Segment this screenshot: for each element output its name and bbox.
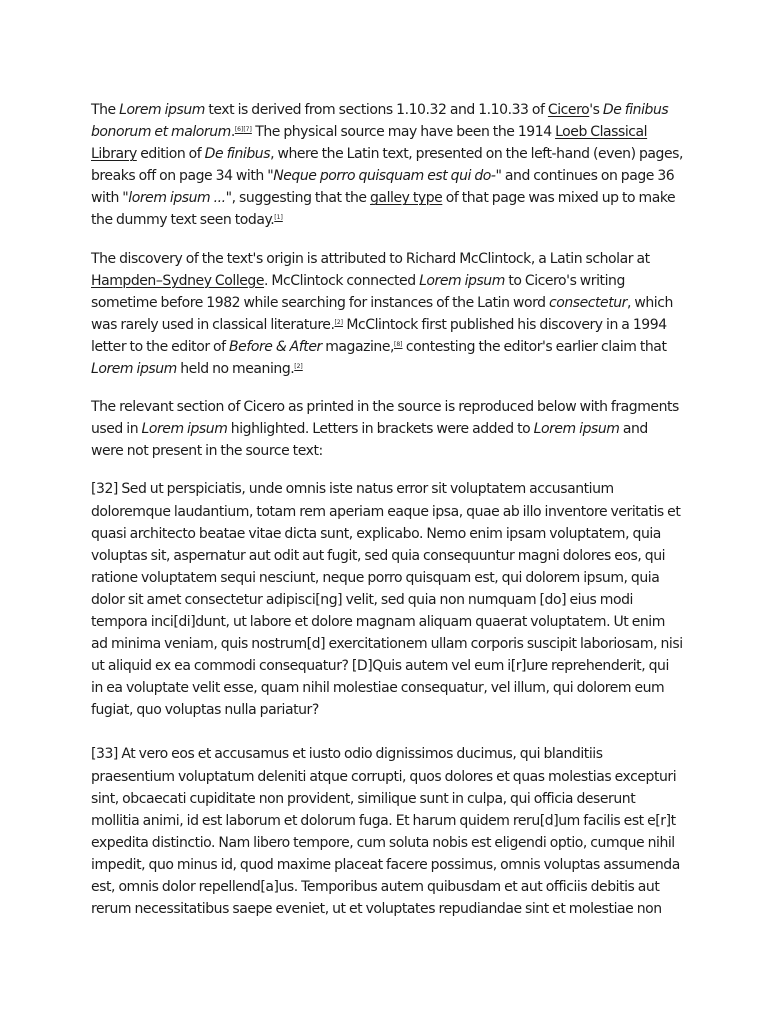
link-cicero[interactable]: Cicero — [547, 102, 590, 118]
article-body — [91, 99, 683, 986]
text-run-italic: Lorem ipsum — [141, 421, 228, 438]
text-run: The physical source may have been the 1914 — [251, 124, 556, 141]
citation-2[interactable] — [294, 363, 303, 370]
text-run-italic: De finibus bonorum et malorum — [91, 102, 669, 141]
citation-1[interactable] — [274, 214, 283, 221]
text-run: . McClintock connected — [264, 272, 420, 289]
text-run: The — [91, 102, 120, 118]
text-run: ", suggesting that the — [225, 190, 370, 207]
text-run: held no meaning. — [176, 361, 295, 378]
text-run-italic: Before & After — [229, 338, 322, 355]
citation-2-link[interactable]: [2] — [334, 318, 343, 326]
citation-1-link[interactable]: [1] — [274, 214, 283, 222]
text-run: text is derived from sections 1.10.32 and 1.10.33 of — [204, 102, 548, 118]
citation-8[interactable] — [394, 341, 403, 348]
text-run: magazine, — [321, 338, 395, 355]
text-run-italic: Neque porro quisquam est qui do- — [273, 168, 496, 185]
paragraph-section-33: [33] At vero eos et accusamus et iusto odio dignissimos ducimus, qui blanditiis praesentium voluptatum deleniti atque corrupti, quos dolores et quas molestias excepturi sint, obcaecati cupiditate non provident, similique sunt in culpa, qui officia deserunt mollitia animi, id est laborum et dolorum fuga. Et harum quidem reru[d]um facilis est e[r]t expedita distinctio. Nam libero tempore, cum soluta nobis est eligendi optio, cumque nihil impedit, quo minus id, quod maxime placeat facere possimus, omnis voluptas assumenda est, omnis dolor repellend[a]us. Temporibus autem quibusdam et aut officiis debitis aut rerum necessitatibus saepe eveniet, ut et voluptates repudiandae sint et molestiae non — [91, 746, 680, 918]
link-galley-type[interactable]: galley type — [370, 190, 443, 207]
link-loeb-classical-library[interactable]: Loeb Classical Library — [91, 124, 648, 163]
text-run: " and continues on page 36 with " — [91, 168, 675, 207]
paragraph-discovery — [91, 248, 683, 381]
text-run-italic: Lorem ipsum — [533, 421, 620, 438]
text-run: . — [230, 124, 235, 141]
text-run-italic: lorem ipsum ... — [128, 190, 226, 207]
text-run: and were not present in the source text: — [91, 421, 648, 460]
text-run: , which was rarely used in classical literature. — [91, 294, 673, 333]
citation-7-link[interactable]: [7] — [243, 126, 252, 134]
text-run: McClintock first published his discovery in a 1994 letter to the editor of — [91, 316, 667, 355]
paragraph-source — [91, 99, 683, 232]
text-run: The relevant section of Cicero as printed in the source is reproduced below with fragments used in — [91, 399, 679, 438]
citation-7[interactable] — [243, 126, 252, 133]
paragraph-cicero-intro — [91, 396, 683, 462]
text-run: , where the Latin text, presented on the left-hand (even) pages, breaks off on page 34 with " — [91, 146, 683, 185]
text-run-italic: De finibus — [204, 146, 271, 163]
citation-2-link[interactable]: [2] — [294, 363, 303, 371]
citation-8-link[interactable]: [8] — [394, 340, 403, 348]
paragraph-section-32: [32] Sed ut perspiciatis, unde omnis iste natus error sit voluptatem accusantium doloremque laudantium, totam rem aperiam eaque ipsa, quae ab illo inventore veritatis et quasi architecto beatae vitae dicta sunt, explicabo. Nemo enim ipsam voluptatem, quia voluptas sit, aspernatur aut odit aut fugit, sed quia consequuntur magni dolores eos, qui ratione voluptatem sequi nesciunt, neque porro quisquam est, qui dolorem ipsum, quia dolor sit amet consectetur adipisci[ng] velit, sed quia non numquam [do] eius modi tempora inci[di]dunt, ut labore et dolore magnam aliquam quaerat voluptatem. Ut enim ad minima veniam, quis nostrum[d] exercitationem ullam corporis suscipit laboriosam, nisi ut aliquid ex ea commodi consequatur? [D]Quis autem vel eum i[r]ure reprehenderit, qui in ea voluptate velit esse, quam nihil molestiae consequatur, vel illum, qui dolorem eum fugiat, quo voluptas nulla pariatur? — [91, 481, 683, 719]
text-run-italic: Lorem ipsum — [91, 361, 177, 378]
citation-6-link[interactable]: [6] — [234, 126, 244, 134]
text-run: of that page was mixed up to make the dummy text seen today. — [91, 190, 676, 229]
citation-2[interactable] — [334, 319, 343, 326]
text-run: 's — [589, 102, 603, 118]
text-run: The discovery of the text's origin is attributed to Richard McClintock, a Latin scholar at — [91, 250, 650, 267]
text-run-italic: consectetur — [548, 294, 627, 311]
text-run: to Cicero's writing sometime before 1982 while searching for instances of the Latin word — [91, 272, 625, 311]
text-run: contesting the editor's earlier claim that — [402, 338, 667, 355]
text-run-italic: Lorem ipsum — [419, 272, 505, 289]
text-run: edition of — [136, 146, 205, 163]
text-run-italic: Lorem ipsum — [119, 102, 205, 118]
link-hampden-sydney-college[interactable]: Hampden–Sydney College — [91, 272, 265, 289]
text-run: highlighted. Letters in brackets were added to — [227, 421, 534, 438]
